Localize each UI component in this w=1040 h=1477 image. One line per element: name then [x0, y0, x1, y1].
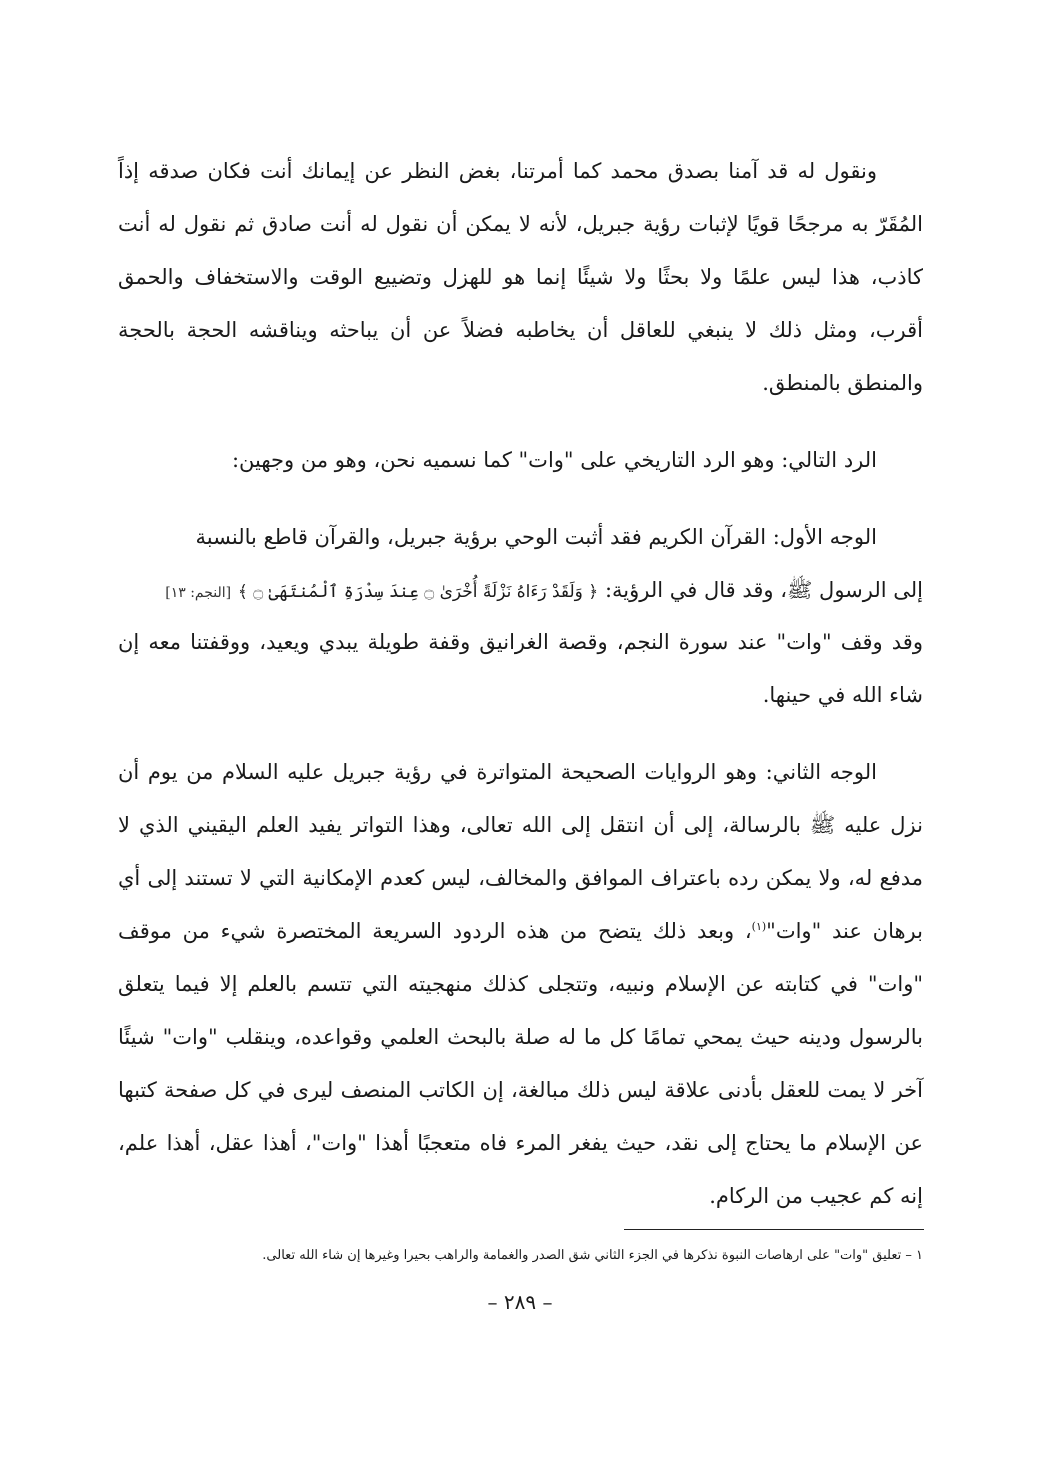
footnote-marker[interactable]: (١): [751, 920, 767, 933]
footnote: ١ – تعليق "وات" على ارهاصات النبوة نذكرها في الجزء الثاني شق الصدر والغمامة والراهب بحيرا وغيرها إن شاء الله تعالى.: [262, 1248, 923, 1263]
paragraph-2-text: الرد التالي: وهو الرد التاريخي على "وات" كما نسميه نحن، وهو من وجهين:: [231, 448, 877, 472]
paragraph-4-text: وقد وقف "وات" عند سورة النجم، وقصة الغرانيق وقفة طويلة يبدي ويعيد، ووقفتنا معه إن شاء الله في حينها.: [118, 630, 923, 707]
paragraph-1: [118, 145, 923, 410]
paragraph-2: [118, 434, 923, 487]
quran-citation-line: [118, 564, 923, 620]
paragraph-3: [118, 511, 923, 564]
paragraph-1-text: ونقول له قد آمنا بصدق محمد كما أمرتنا، بغض النظر عن إيمانك أنت فكان صدقه إذاً المُقَرّ به مرجحًا قويًا لإثبات رؤية جبريل، لأنه لا يمكن أن نقول له أنت صادق ثم نقول له أنت كاذب، هذا ليس علمًا ولا بحثًا ولا شيئًا إنما هو للهزل وتضييع الوقت والاستخفاف والحمق أقرب، ومثل ذلك لا ينبغي للعاقل أن يخاطبه فضلاً عن أن يباحثه ويناقشه الحجة بالحجة والمنطق بالمنطق.: [118, 159, 923, 395]
paragraph-5-text-b: ، وبعد ذلك يتضح من هذه الردود السريعة المختصرة شيء من موقف "وات" في كتابته عن الإسلام ونبيه، وتتجلى كذلك منهجيته التي تتسم بالعلم إلا فيما يتعلق بالرسول ودينه حيث يمحي تمامًا كل ما له صلة بالبحث العلمي وقواعده، وينقلب "وات" شيئًا آخر لا يمت للعقل بأدنى علاقة ليس ذلك مبالغة، إن الكاتب المنصف ليرى في كل صفحة كتبها عن الإسلام ما يحتاج إلى نقد، حيث يفغر المرء فاه متعجبًا أهذا "وات"، أهذا عقل، أهذا علم، إنه كم عجيب من الركام.: [118, 919, 923, 1208]
paragraph-3-text: الوجه الأول: القرآن الكريم فقد أثبت الوحي برؤية جبريل، والقرآن قاطع بالنسبة: [195, 525, 877, 549]
page-body: [118, 145, 923, 1247]
quran-intro-text: إلى الرسول ﷺ، وقد قال في الرؤية:: [604, 578, 923, 602]
paragraph-4: [118, 616, 923, 722]
page-number: – ٢٨٩ –: [487, 1290, 553, 1314]
quran-verse: ﴿ وَلَقَدْ رَءَاهُ نَزْلَةً أُخْرَىٰ ۝ عِندَ سِدْرَةِ ٱلْمُنتَهَىٰ ۝ ﴾: [237, 582, 599, 602]
paragraph-5: [118, 746, 923, 1223]
footnote-divider: [624, 1229, 924, 1230]
paragraph-5-text-a: الوجه الثاني: وهو الروايات الصحيحة المتواترة في رؤية جبريل عليه السلام من يوم أن نزل عليه ﷺ بالرسالة، إلى أن انتقل إلى الله تعالى، وهذا التواتر يفيد العلم اليقيني الذي لا مدفع له، ولا يمكن رده باعتراف الموافق والمخالف، ليس كعدم الإمكانية التي لا تستند إلى أي برهان عند "وات": [118, 760, 923, 943]
quran-reference: [النجم: ١٣]: [165, 585, 232, 601]
